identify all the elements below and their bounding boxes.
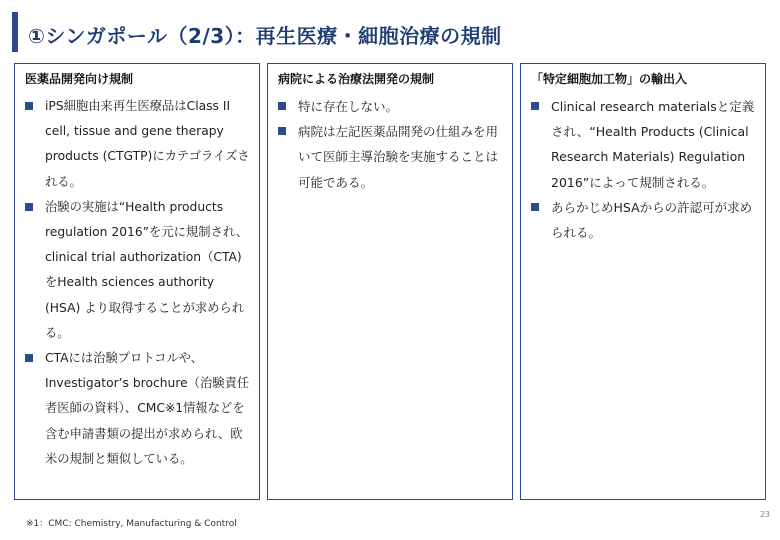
bullet-square-icon — [278, 102, 286, 110]
bullet-list — [531, 94, 757, 245]
panel-heading: 「特定細胞加工物」の輸出入 — [531, 72, 688, 86]
bullet-text: あらかじめHSAからの許認可が求められる。 — [551, 199, 753, 241]
bullet-square-icon — [25, 354, 33, 362]
panel-drug-development-regulation — [14, 63, 260, 500]
bullet-text: 特に存在しない。 — [298, 99, 399, 114]
panel-heading: 病院による治療法開発の規制 — [278, 72, 435, 86]
panel-hospital-treatment-regulation — [267, 63, 513, 500]
bullet-list — [25, 94, 251, 472]
bullet-square-icon — [531, 203, 539, 211]
bullet-square-icon — [278, 127, 286, 135]
bullet-text: Clinical research materialsと定義され、“Health Products (Clinical Research Materials) Regulation 2016”によって規制される。 — [551, 99, 755, 190]
bullet-text: 治験の実施は“Health products regulation 2016”を元に規制され、clinical trial authorization（CTA) をHealth sciences authority (HSA) より取得することが求められる。 — [45, 199, 249, 340]
footnote: ※1：CMC: Chemistry, Manufacturing & Control — [26, 519, 237, 529]
list-item — [278, 94, 504, 119]
bullet-square-icon — [531, 102, 539, 110]
page-number: 23 — [759, 510, 770, 519]
bullet-text: 病院は左記医薬品開発の仕組みを用いて医師主導治験を実施することは可能である。 — [298, 124, 499, 190]
bullet-square-icon — [25, 102, 33, 110]
list-item — [278, 119, 504, 195]
bullet-list — [278, 94, 504, 195]
list-item — [25, 94, 251, 195]
bullet-text: iPS細胞由来再生医療品はClass II cell, tissue and gene therapy products (CTGTP)にカテゴライズされる。 — [45, 99, 250, 189]
list-item — [25, 346, 251, 472]
panel-heading: 医薬品開発向け規制 — [25, 72, 134, 86]
title-accent-bar — [12, 12, 18, 52]
list-item — [531, 195, 757, 245]
page-title: ①シンガポール（2/3）：再生医療・細胞治療の規制 — [28, 24, 502, 48]
list-item — [25, 195, 251, 346]
bullet-text: CTAには治験プロトコルや、Investigator’s brochure（治験責任者医師の資料）、CMC※1情報などを含む申請書類の提出が求められ、欧米の規制と類似している。 — [45, 351, 250, 466]
panel-import-export — [520, 63, 766, 500]
list-item — [531, 94, 757, 195]
bullet-square-icon — [25, 203, 33, 211]
